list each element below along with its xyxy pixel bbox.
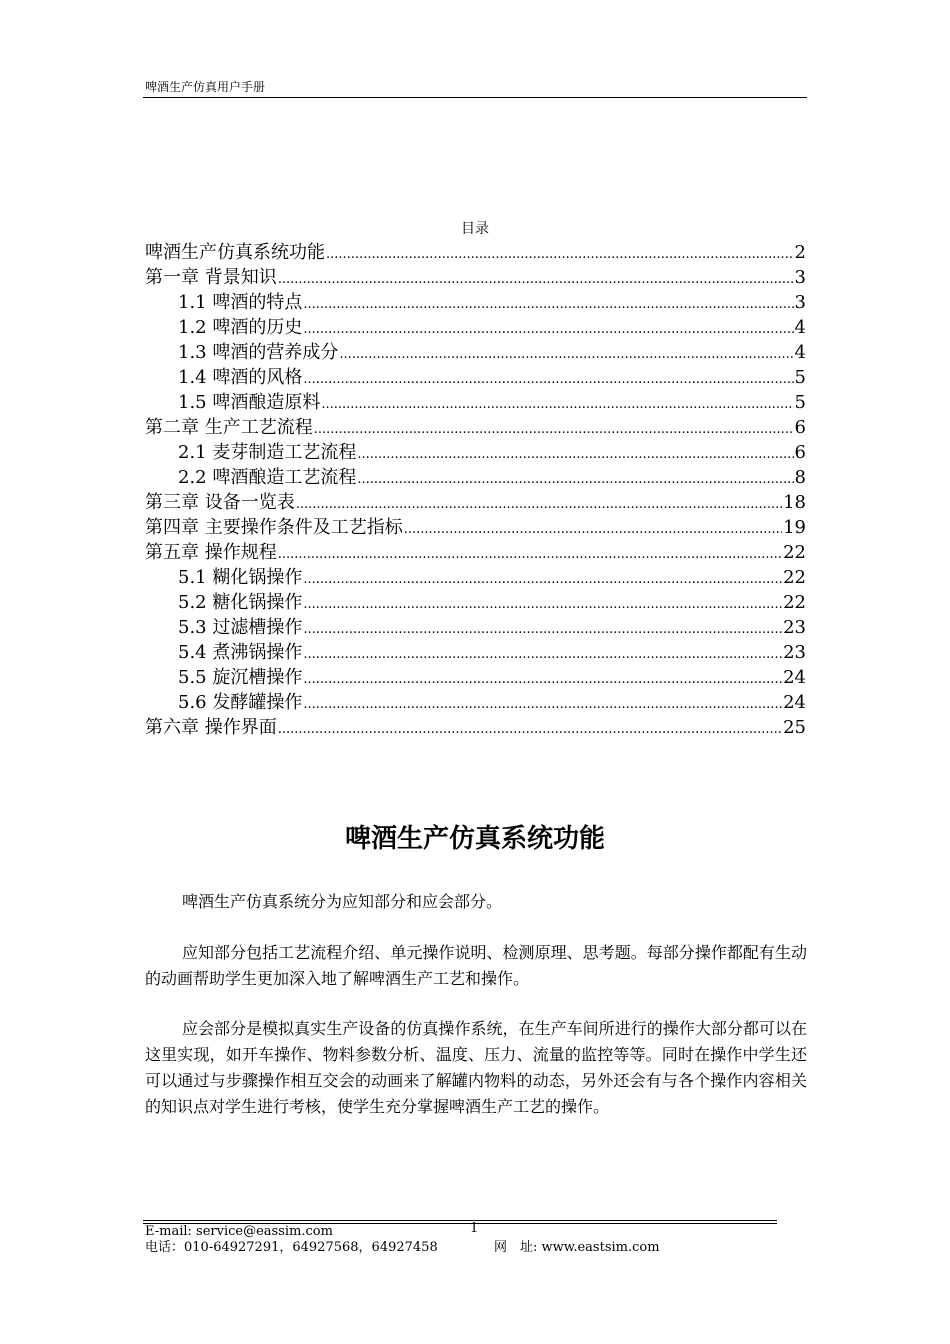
toc-entry[interactable]	[145, 465, 806, 490]
toc-entry-label: 啤酒生产仿真系统功能	[145, 242, 325, 263]
toc-entry-page: 6	[794, 417, 806, 438]
toc-dot-leader	[303, 292, 793, 317]
toc-entry-label: 2.2 啤酒酿造工艺流程	[178, 467, 357, 488]
toc-dot-leader	[303, 592, 782, 617]
footer-website: 网 址: www.eastsim.com	[494, 1240, 660, 1255]
toc-entry[interactable]	[145, 690, 806, 715]
toc-entry[interactable]	[145, 715, 806, 740]
toc-entry-page: 5	[794, 367, 806, 388]
toc-entry-page: 8	[794, 467, 806, 488]
toc-entry-label: 5.1 糊化锅操作	[178, 567, 303, 588]
toc-entry[interactable]	[145, 490, 806, 515]
toc-dot-leader	[303, 667, 782, 692]
table-of-contents	[145, 240, 806, 740]
toc-entry-label: 5.2 糖化锅操作	[178, 592, 303, 613]
toc-entry-page: 22	[783, 592, 806, 613]
toc-entry-label: 1.3 啤酒的营养成分	[178, 342, 339, 363]
footer-phone: 电话：010-64927291，64927568，64927458	[145, 1240, 438, 1255]
toc-dot-leader	[303, 367, 793, 392]
page-number: 1	[470, 1221, 479, 1236]
toc-entry[interactable]	[145, 340, 806, 365]
toc-dot-leader	[321, 392, 793, 417]
toc-entry-label: 5.6 发酵罐操作	[178, 692, 303, 713]
toc-entry-page: 25	[783, 717, 806, 738]
toc-entry-page: 19	[783, 517, 806, 538]
toc-entry-page: 24	[783, 692, 806, 713]
toc-entry-label: 1.4 啤酒的风格	[178, 367, 303, 388]
toc-entry-page: 23	[783, 617, 806, 638]
toc-entry[interactable]	[145, 315, 806, 340]
toc-entry-page: 6	[794, 442, 806, 463]
toc-entry[interactable]	[145, 515, 806, 540]
body-paragraph-1: 啤酒生产仿真系统分为应知部分和应会部分。	[182, 892, 503, 911]
toc-entry-label: 第四章 主要操作条件及工艺指标	[145, 517, 403, 538]
toc-dot-leader	[357, 442, 793, 467]
toc-entry[interactable]	[145, 565, 806, 590]
toc-entry[interactable]	[145, 265, 806, 290]
toc-entry-label: 2.1 麦芽制造工艺流程	[178, 442, 357, 463]
toc-entry-page: 3	[794, 292, 806, 313]
toc-entry-label: 第三章 设备一览表	[145, 492, 295, 513]
toc-entry[interactable]	[145, 615, 806, 640]
toc-entry-label: 1.1 啤酒的特点	[178, 292, 303, 313]
body-paragraph-2: 应知部分包括工艺流程介绍、单元操作说明、检测原理、思考题。每部分操作都配有生动的动画帮助学生更加深入地了解啤酒生产工艺和操作。	[145, 943, 807, 988]
toc-entry-label: 5.3 过滤槽操作	[178, 617, 303, 638]
toc-entry-page: 5	[794, 392, 806, 413]
toc-entry[interactable]	[145, 440, 806, 465]
running-header: 啤酒生产仿真用户手册	[145, 80, 266, 94]
toc-entry-page: 23	[783, 642, 806, 663]
toc-entry-page: 3	[794, 267, 806, 288]
toc-title: 目录	[461, 221, 489, 237]
toc-dot-leader	[314, 417, 794, 442]
toc-dot-leader	[296, 492, 782, 517]
toc-entry[interactable]	[145, 665, 806, 690]
toc-entry[interactable]	[145, 390, 806, 415]
toc-dot-leader	[303, 642, 782, 667]
body-paragraph-3: 应会部分是模拟真实生产设备的仿真操作系统，在生产车间所进行的操作大部分都可以在这里实现，如开车操作、物料参数分析、温度、压力、流量的监控等等。同时在操作中学生还可以通过与步骤操作相互交会的动画来了解罐内物料的动态，另外还会有与各个操作内容相关的知识点对学生进行考核，使学生充分掌握啤酒生产工艺的操作。	[145, 1019, 807, 1116]
toc-entry-page: 22	[783, 542, 806, 563]
toc-entry[interactable]	[145, 240, 806, 265]
toc-dot-leader	[404, 517, 782, 542]
toc-dot-leader	[303, 617, 782, 642]
toc-entry-page: 18	[783, 492, 806, 513]
footer-divider-top	[143, 1220, 777, 1221]
footer-email: E-mail: service@eassim.com	[145, 1224, 333, 1239]
toc-dot-leader	[303, 317, 793, 342]
toc-entry-page: 24	[783, 667, 806, 688]
toc-entry-label: 第五章 操作规程	[145, 542, 277, 563]
toc-dot-leader	[278, 267, 794, 292]
toc-entry[interactable]	[145, 590, 806, 615]
toc-dot-leader	[278, 717, 782, 742]
toc-entry-page: 4	[794, 317, 806, 338]
toc-dot-leader	[339, 342, 793, 367]
toc-dot-leader	[303, 692, 782, 717]
toc-dot-leader	[357, 467, 793, 492]
toc-dot-leader	[303, 567, 782, 592]
toc-entry[interactable]	[145, 365, 806, 390]
toc-entry-label: 5.5 旋沉槽操作	[178, 667, 303, 688]
toc-entry-label: 第一章 背景知识	[145, 267, 277, 288]
section-title: 啤酒生产仿真系统功能	[344, 824, 605, 854]
toc-entry-label: 1.5 啤酒酿造原料	[178, 392, 321, 413]
toc-entry-page: 22	[783, 567, 806, 588]
toc-entry-label: 5.4 煮沸锅操作	[178, 642, 303, 663]
toc-entry[interactable]	[145, 640, 806, 665]
toc-dot-leader	[278, 542, 782, 567]
toc-entry[interactable]	[145, 415, 806, 440]
header-divider	[143, 97, 807, 98]
toc-entry[interactable]	[145, 540, 806, 565]
toc-entry-page: 2	[794, 242, 806, 263]
toc-dot-leader	[326, 242, 794, 267]
toc-entry-label: 1.2 啤酒的历史	[178, 317, 303, 338]
toc-entry-label: 第六章 操作界面	[145, 717, 277, 738]
toc-entry-label: 第二章 生产工艺流程	[145, 417, 313, 438]
toc-entry-page: 4	[794, 342, 806, 363]
toc-entry[interactable]	[145, 290, 806, 315]
